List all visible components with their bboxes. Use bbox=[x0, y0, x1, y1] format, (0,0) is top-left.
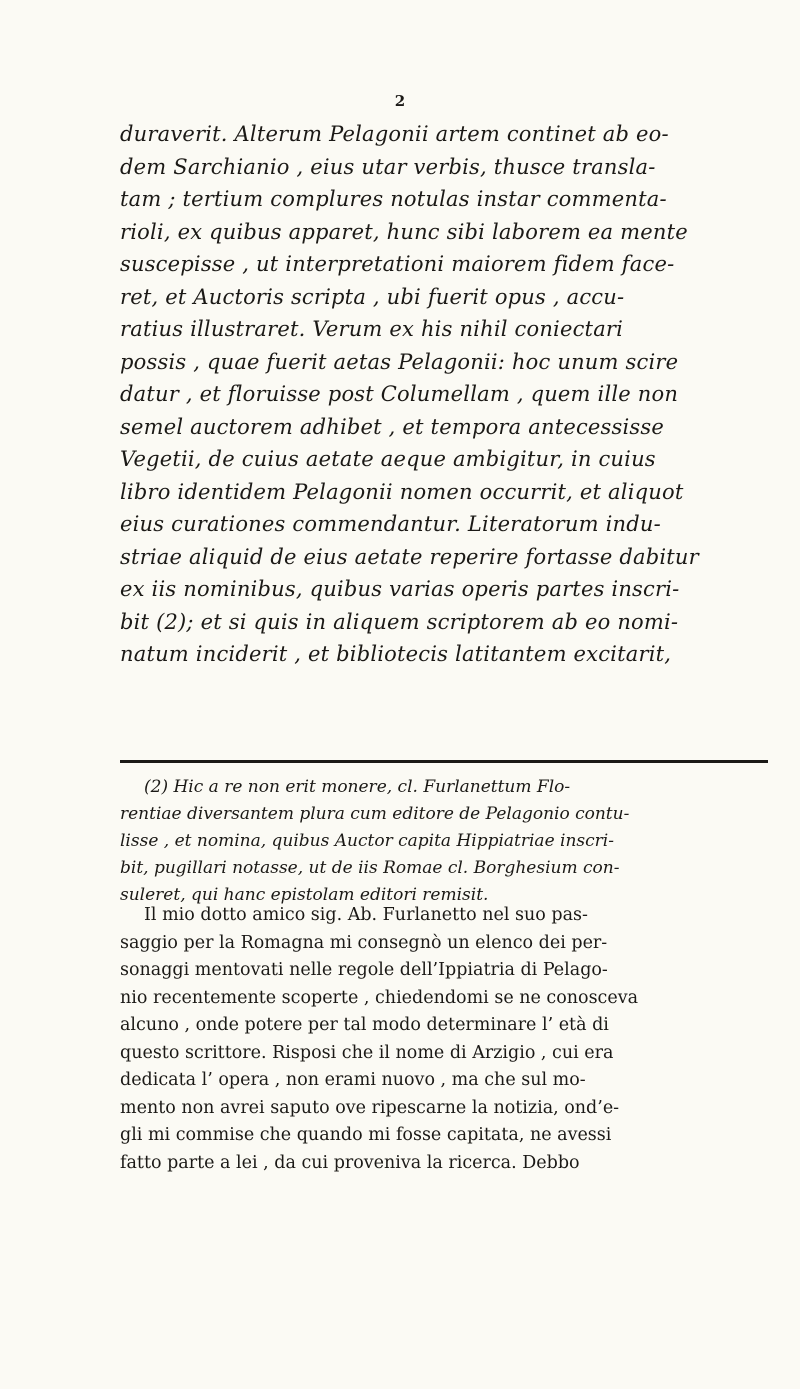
footnote-line: Il mio dotto amico sig. Ab. Furlanetto nel suo pas- bbox=[144, 905, 588, 925]
footnote-line: alcuno , onde potere per tal modo determinare l’ età di bbox=[120, 1015, 609, 1035]
footnote-line: (2) Hic a re non erit monere, cl. Furlanettum Flo- bbox=[144, 777, 571, 797]
footnote-line: questo scrittore. Risposi che il nome di Arzigio , cui era bbox=[120, 1042, 614, 1063]
footnote-line: saggio per la Romagna mi consegnò un elenco dei per- bbox=[120, 932, 608, 953]
text-line: possis , quae fuerit aetas Pelagonii: hoc unum scire bbox=[120, 349, 679, 374]
footnote-line: mento non avrei saputo ove ripescarne la notizia, ond’e- bbox=[120, 1097, 620, 1118]
footnote-line: rentiae diversantem plura cum editore de Pelagonio contu- bbox=[120, 804, 630, 824]
footnote-line: suleret, qui hanc epistolam editori remisit. bbox=[120, 885, 489, 905]
footnote-divider bbox=[120, 760, 768, 763]
text-line: dem Sarchianio , eius utar verbis, thusce transla- bbox=[120, 154, 656, 179]
main-text-block bbox=[120, 118, 770, 671]
footnote-line: fatto parte a lei , da cui proveniva la ricerca. Debbo bbox=[120, 1152, 580, 1173]
text-line: duraverit. Alterum Pelagonii artem continet ab eo- bbox=[120, 122, 669, 146]
text-line: bit (2); et si quis in aliquem scriptorem ab eo nomi- bbox=[120, 609, 679, 634]
text-line: suscepisse , ut interpretationi maiorem fidem face- bbox=[120, 252, 675, 276]
text-line: ratius illustraret. Verum ex his nihil coniectari bbox=[120, 317, 624, 341]
footnote-line: dedicata l’ opera , non erami nuovo , ma che sul mo- bbox=[120, 1070, 586, 1090]
text-line: eius curationes commendantur. Literatorum indu- bbox=[120, 512, 661, 536]
footnote-latin bbox=[120, 774, 770, 909]
footnote-line: lisse , et nomina, quibus Auctor capita Hippiatriae inscri- bbox=[120, 831, 614, 851]
text-line: libro identidem Pelagonii nomen occurrit, et aliquot bbox=[120, 479, 684, 504]
text-line: ret, et Auctoris scripta , ubi fuerit opus , accu- bbox=[120, 284, 625, 309]
text-line: rioli, ex quibus apparet, hunc sibi laborem ea mente bbox=[120, 219, 688, 244]
text-line: striae aliquid de eius aetate reperire fortasse dabitur bbox=[120, 544, 699, 569]
footnote-line: gli mi commise che quando mi fosse capitata, ne avessi bbox=[120, 1125, 612, 1145]
footnote-line: bit, pugillari notasse, ut de iis Romae cl. Borghesium con- bbox=[120, 858, 620, 878]
page-number: 2 bbox=[394, 92, 406, 110]
text-line: ex iis nominibus, quibus varias operis partes inscri- bbox=[120, 577, 680, 601]
text-line: natum inciderit , et bibliotecis latitantem excitarit, bbox=[120, 642, 672, 666]
text-line: tam ; tertium complures notulas instar commenta- bbox=[120, 187, 667, 211]
text-line: datur , et floruisse post Columellam , quem ille non bbox=[120, 382, 679, 406]
text-line: semel auctorem adhibet , et tempora antecessisse bbox=[120, 414, 665, 439]
text-line: Vegetii, de cuius aetate aeque ambigitur, in cuius bbox=[120, 447, 656, 471]
footnote-line: sonaggi mentovati nelle regole dell’Ippiatria di Pelago- bbox=[120, 960, 608, 980]
footnote-line: nio recentemente scoperte , chiedendomi se ne conosceva bbox=[120, 987, 639, 1008]
footnote-italian bbox=[120, 902, 770, 1177]
